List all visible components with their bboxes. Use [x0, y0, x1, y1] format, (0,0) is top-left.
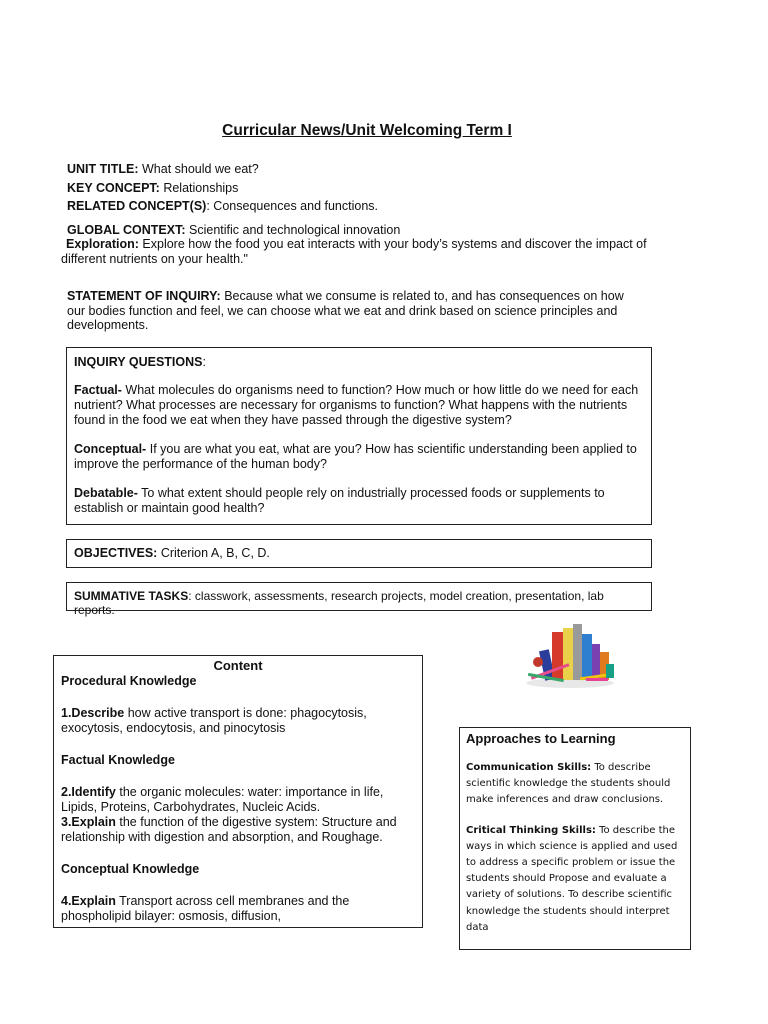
summative-text: : classwork, assessments, research projects, model creation, presentation, lab reports. [74, 589, 604, 617]
books-supplies-illustration [520, 620, 620, 690]
objectives-text: Criterion A, B, C, D. [160, 546, 270, 560]
exploration-label: Exploration: [66, 237, 139, 251]
content-item-4 [61, 894, 415, 924]
global-context-value: Scientific and technological innovation [189, 223, 401, 237]
item1-text: how active transport is done: phagocytosis, exocytosis, endocytosis, and pinocytosis [61, 706, 367, 735]
related-concepts-line [67, 198, 378, 215]
factual-question [74, 383, 644, 428]
debatable-question [74, 486, 644, 516]
content-heading: Content [213, 658, 263, 673]
comm-text: To describe scientific knowledge the students should make inferences and draw conclusions. [466, 762, 671, 806]
conceptual-heading: Conceptual Knowledge [61, 862, 200, 876]
content-item-3 [61, 815, 415, 845]
atl-heading: Approaches to Learning [466, 731, 616, 746]
item4-text: Transport across cell membranes and the phospholipid bilayer: osmosis, diffusion, [61, 894, 350, 923]
crit-label: Critical Thinking Skills: [466, 824, 596, 836]
soi-label: STATEMENT OF INQUIRY: [67, 289, 221, 303]
exploration-text: Explore how the food you eat interacts with your body’s systems and discover the impact of different nutrients on your health." [61, 237, 647, 266]
comm-label: Communication Skills: [466, 762, 592, 773]
item1-label: 1.Describe [61, 706, 125, 720]
content-item-1 [61, 706, 415, 736]
exploration-paragraph [61, 237, 661, 267]
summative-label: SUMMATIVE TASKS [74, 589, 189, 603]
key-concept-value: Relationships [163, 181, 239, 195]
global-context-label: GLOBAL CONTEXT: [67, 223, 186, 237]
unit-title-line [67, 161, 259, 178]
statement-of-inquiry [67, 289, 642, 333]
content-box [53, 655, 423, 928]
item3-text: the function of the digestive system: Structure and relationship with digestion and absorption, and Roughage. [61, 815, 397, 844]
related-concepts-label: RELATED CONCEPT(S) [67, 199, 207, 213]
debatable-text: To what extent should people rely on industrially processed foods or supplements to establish or maintain good health? [74, 486, 605, 515]
factual-text: What molecules do organisms need to function? How much or how little do we need for each nutrient? What processes are necessary for organisms to function? What happens with the nutrients found in the food we eat when they have passed through the digestive system? [74, 383, 639, 427]
page-title: Curricular News/Unit Welcoming Term I [222, 122, 512, 139]
inquiry-heading-line: INQUIRY QUESTIONS: [74, 355, 206, 369]
item4-label: 4.Explain [61, 894, 116, 908]
related-concepts-value: : Consequences and functions. [206, 199, 379, 213]
critical-thinking-skills [466, 823, 684, 936]
key-concept-label: KEY CONCEPT: [67, 181, 160, 195]
crit-text: To describe the ways in which science is applied and used to address a specific problem or issue the students should Propose and evaluate a variety of solutions. To describe scientific knowledge the students should interpret data [466, 824, 678, 933]
item2-label: 2.Identify [61, 785, 116, 799]
conceptual-question [74, 442, 644, 472]
unit-title-label: UNIT TITLE: [67, 162, 139, 176]
factual-label: Factual- [74, 383, 122, 397]
conceptual-label: Conceptual- [74, 442, 147, 456]
communication-skills [466, 760, 684, 809]
factual-heading: Factual Knowledge [61, 753, 175, 767]
objectives-box [66, 539, 652, 568]
item2-text: the organic molecules: water: importance in life, Lipids, Proteins, Carbohydrates, Nucleic Acids. [61, 785, 384, 814]
procedural-heading: Procedural Knowledge [61, 674, 197, 688]
summative-tasks-box [66, 582, 652, 617]
soi-text: Because what we consume is related to, and has consequences on how our bodies function and feel, we can choose what we eat and drink based on science principles and developments. [67, 289, 624, 332]
content-item-2 [61, 785, 415, 815]
conceptual-text: If you are what you eat, what are you? How has scientific understanding been applied to improve the performance of the human body? [74, 442, 637, 471]
inquiry-heading: INQUIRY QUESTIONS [74, 355, 203, 369]
inquiry-questions-box [66, 347, 652, 525]
unit-title-value: What should we eat? [142, 162, 259, 176]
debatable-label: Debatable- [74, 486, 138, 500]
item3-label: 3.Explain [61, 815, 116, 829]
objectives-label: OBJECTIVES: [74, 546, 158, 560]
approaches-to-learning-box [459, 727, 691, 950]
key-concept-line [67, 180, 238, 197]
